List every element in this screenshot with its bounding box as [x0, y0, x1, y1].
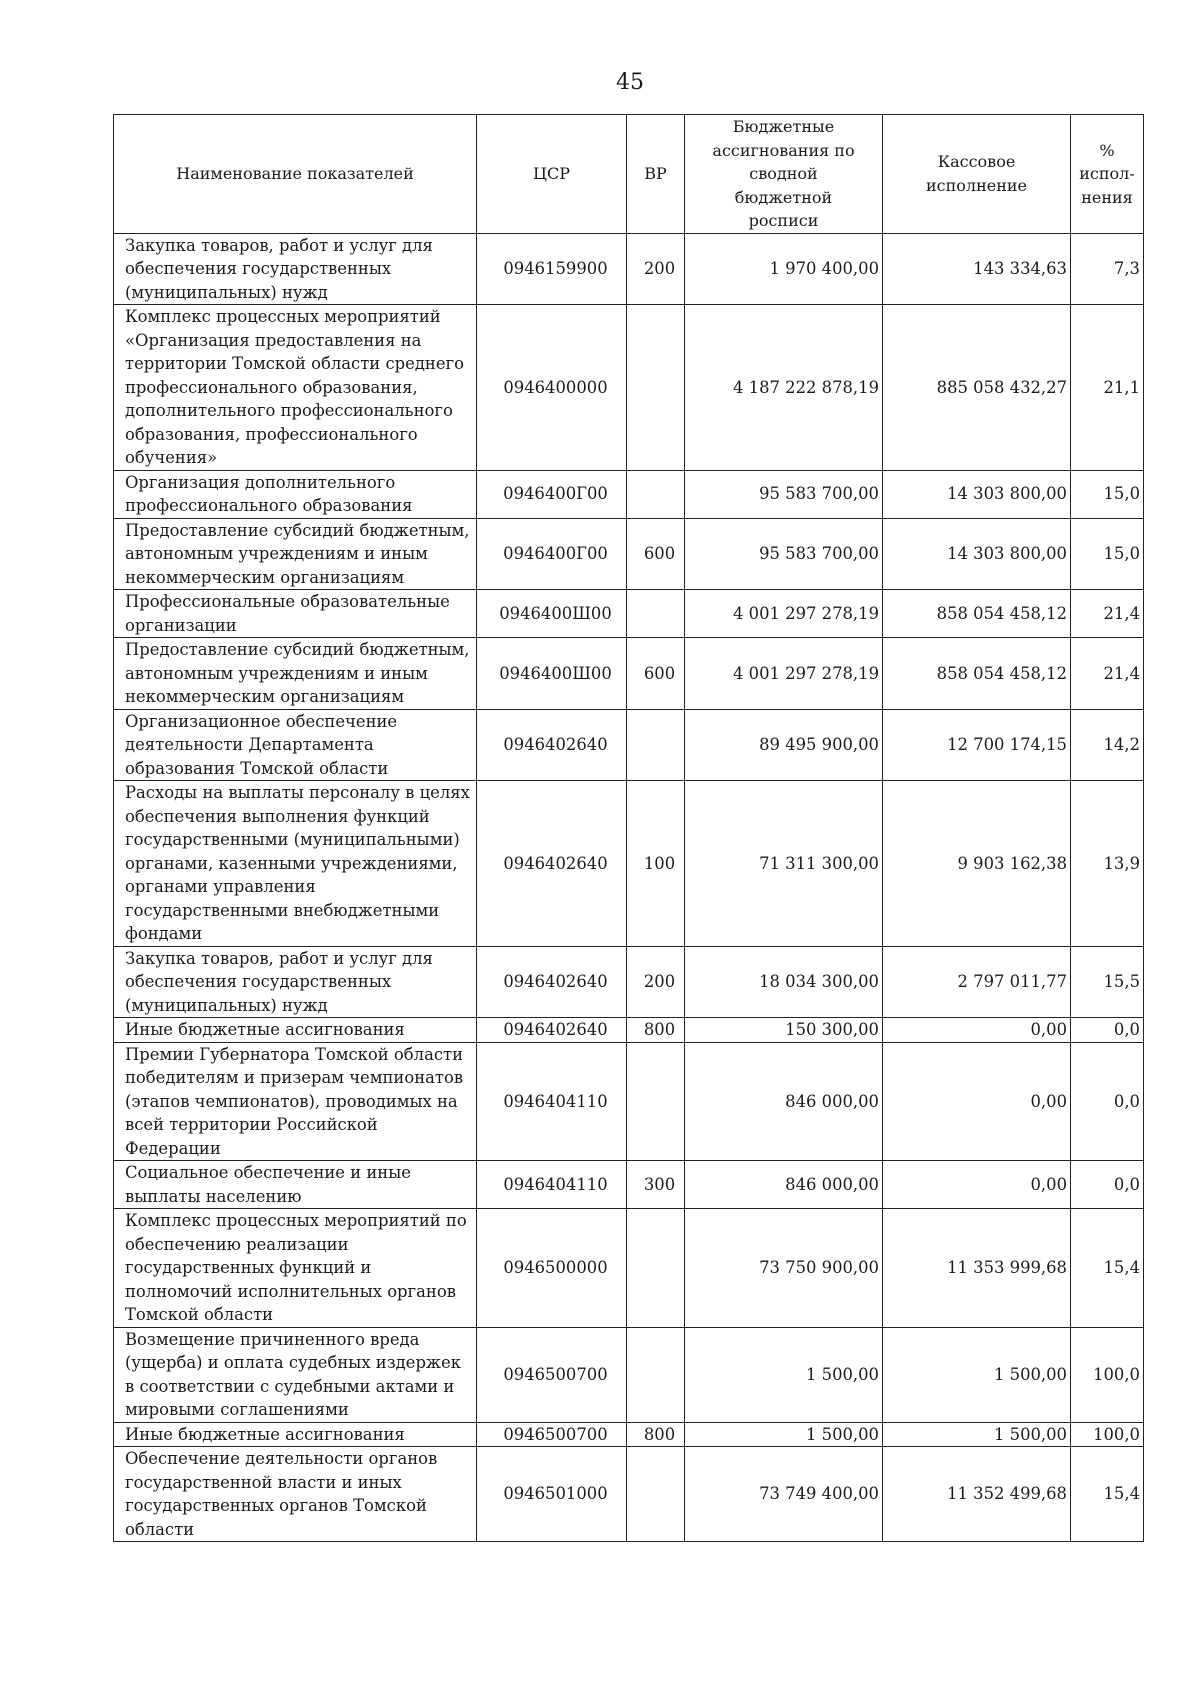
cell-name: Иные бюджетные ассигнования: [114, 1018, 477, 1043]
cell-percent: 15,0: [1071, 470, 1144, 518]
cell-vr: [627, 1209, 685, 1328]
table-row: [114, 518, 1144, 590]
cell-name: Возмещение причиненного вреда (ущерба) и оплата судебных издержек в соответствии с судебными актами и мировыми соглашениями: [114, 1327, 477, 1422]
cell-vr: 200: [627, 946, 685, 1018]
cell-name: Предоставление субсидий бюджетным, автономным учреждениям и иным некоммерческим организациям: [114, 638, 477, 710]
table-row: [114, 1209, 1144, 1328]
cell-name: Предоставление субсидий бюджетным, автономным учреждениям и иным некоммерческим организациям: [114, 518, 477, 590]
cell-name: Организация дополнительного профессионального образования: [114, 470, 477, 518]
cell-percent: 21,4: [1071, 590, 1144, 638]
cell-csr: 0946501000: [477, 1447, 627, 1542]
table-row: [114, 470, 1144, 518]
cell-assignments: 73 749 400,00: [685, 1447, 883, 1542]
cell-assignments: 4 001 297 278,19: [685, 638, 883, 710]
cell-name: Закупка товаров, работ и услуг для обеспечения государственных (муниципальных) нужд: [114, 233, 477, 305]
table-row: [114, 305, 1144, 471]
cell-assignments: 1 500,00: [685, 1327, 883, 1422]
cell-percent: 0,0: [1071, 1042, 1144, 1161]
budget-table: [113, 114, 1144, 1542]
cell-vr: 100: [627, 781, 685, 947]
cell-csr: 0946402640: [477, 709, 627, 781]
cell-vr: [627, 1447, 685, 1542]
header-csr: ЦСР: [477, 115, 627, 234]
cell-vr: 800: [627, 1422, 685, 1447]
cell-vr: [627, 1327, 685, 1422]
cell-vr: [627, 470, 685, 518]
cell-csr: 0946500700: [477, 1327, 627, 1422]
cell-assignments: 18 034 300,00: [685, 946, 883, 1018]
cell-csr: 0946404110: [477, 1161, 627, 1209]
cell-execution: 14 303 800,00: [883, 518, 1071, 590]
cell-execution: 858 054 458,12: [883, 638, 1071, 710]
table-row: [114, 946, 1144, 1018]
cell-percent: 100,0: [1071, 1422, 1144, 1447]
cell-csr: 0946400Ш00: [477, 638, 627, 710]
table-row: [114, 1447, 1144, 1542]
cell-execution: 0,00: [883, 1161, 1071, 1209]
cell-csr: 0946159900: [477, 233, 627, 305]
cell-vr: 200: [627, 233, 685, 305]
cell-csr: 0946404110: [477, 1042, 627, 1161]
cell-percent: 15,4: [1071, 1447, 1144, 1542]
cell-name: Закупка товаров, работ и услуг для обеспечения государственных (муниципальных) нужд: [114, 946, 477, 1018]
cell-vr: [627, 590, 685, 638]
cell-name: Социальное обеспечение и иные выплаты населению: [114, 1161, 477, 1209]
cell-vr: 800: [627, 1018, 685, 1043]
cell-name: Организационное обеспечение деятельности Департамента образования Томской области: [114, 709, 477, 781]
cell-csr: 0946402640: [477, 946, 627, 1018]
cell-csr: 0946402640: [477, 781, 627, 947]
cell-assignments: 95 583 700,00: [685, 470, 883, 518]
table-row: [114, 781, 1144, 947]
header-vr: ВР: [627, 115, 685, 234]
cell-csr: 0946402640: [477, 1018, 627, 1043]
cell-assignments: 73 750 900,00: [685, 1209, 883, 1328]
cell-execution: 0,00: [883, 1018, 1071, 1043]
header-execution: Кассовое исполнение: [883, 115, 1071, 234]
cell-percent: 21,1: [1071, 305, 1144, 471]
cell-execution: 143 334,63: [883, 233, 1071, 305]
cell-execution: 1 500,00: [883, 1327, 1071, 1422]
cell-execution: 11 353 999,68: [883, 1209, 1071, 1328]
table-body: [114, 233, 1144, 1542]
cell-assignments: 4 187 222 878,19: [685, 305, 883, 471]
cell-vr: 600: [627, 518, 685, 590]
cell-csr: 0946400Г00: [477, 518, 627, 590]
cell-percent: 15,0: [1071, 518, 1144, 590]
cell-vr: [627, 709, 685, 781]
cell-execution: 885 058 432,27: [883, 305, 1071, 471]
cell-name: Обеспечение деятельности органов государственной власти и иных государственных органов Томской области: [114, 1447, 477, 1542]
cell-name: Комплекс процессных мероприятий «Организация предоставления на территории Томской области среднего профессионального образования, дополнительного профессионального образования, профессионального обучения»: [114, 305, 477, 471]
cell-assignments: 95 583 700,00: [685, 518, 883, 590]
cell-assignments: 846 000,00: [685, 1161, 883, 1209]
table-row: [114, 1018, 1144, 1043]
table-row: [114, 638, 1144, 710]
header-assignments: Бюджетные ассигнования по сводной бюджетной росписи: [685, 115, 883, 234]
cell-percent: 0,0: [1071, 1161, 1144, 1209]
cell-name: Премии Губернатора Томской области победителям и призерам чемпионатов (этапов чемпионатов), проводимых на всей территории Российской Федерации: [114, 1042, 477, 1161]
cell-vr: [627, 305, 685, 471]
header-name: Наименование показателей: [114, 115, 477, 234]
cell-assignments: 4 001 297 278,19: [685, 590, 883, 638]
cell-execution: 11 352 499,68: [883, 1447, 1071, 1542]
cell-percent: 0,0: [1071, 1018, 1144, 1043]
cell-csr: 0946400Г00: [477, 470, 627, 518]
cell-execution: 858 054 458,12: [883, 590, 1071, 638]
table-row: [114, 233, 1144, 305]
table-row: [114, 1422, 1144, 1447]
cell-execution: 1 500,00: [883, 1422, 1071, 1447]
cell-execution: 9 903 162,38: [883, 781, 1071, 947]
cell-name: Комплекс процессных мероприятий по обеспечению реализации государственных функций и полномочий исполнительных органов Томской области: [114, 1209, 477, 1328]
cell-csr: 0946500700: [477, 1422, 627, 1447]
table-row: [114, 1161, 1144, 1209]
cell-assignments: 1 970 400,00: [685, 233, 883, 305]
table-row: [114, 590, 1144, 638]
cell-csr: 0946400Ш00: [477, 590, 627, 638]
cell-assignments: 71 311 300,00: [685, 781, 883, 947]
cell-csr: 0946500000: [477, 1209, 627, 1328]
cell-percent: 15,5: [1071, 946, 1144, 1018]
cell-percent: 7,3: [1071, 233, 1144, 305]
cell-execution: 0,00: [883, 1042, 1071, 1161]
cell-assignments: 846 000,00: [685, 1042, 883, 1161]
page-number: 45: [616, 70, 644, 95]
cell-csr: 0946400000: [477, 305, 627, 471]
cell-execution: 14 303 800,00: [883, 470, 1071, 518]
cell-vr: 300: [627, 1161, 685, 1209]
table-row: [114, 1327, 1144, 1422]
cell-execution: 12 700 174,15: [883, 709, 1071, 781]
cell-vr: 600: [627, 638, 685, 710]
cell-name: Расходы на выплаты персоналу в целях обеспечения выполнения функций государственными (муниципальными) органами, казенными учреждениями, органами управления государственными внебюджетными фондами: [114, 781, 477, 947]
cell-percent: 15,4: [1071, 1209, 1144, 1328]
cell-assignments: 89 495 900,00: [685, 709, 883, 781]
cell-execution: 2 797 011,77: [883, 946, 1071, 1018]
cell-percent: 100,0: [1071, 1327, 1144, 1422]
header-percent: % испол-нения: [1071, 115, 1144, 234]
cell-vr: [627, 1042, 685, 1161]
cell-assignments: 150 300,00: [685, 1018, 883, 1043]
cell-percent: 13,9: [1071, 781, 1144, 947]
table-header-row: [114, 115, 1144, 234]
cell-percent: 21,4: [1071, 638, 1144, 710]
cell-percent: 14,2: [1071, 709, 1144, 781]
cell-name: Профессиональные образовательные организации: [114, 590, 477, 638]
table-row: [114, 709, 1144, 781]
cell-assignments: 1 500,00: [685, 1422, 883, 1447]
table-row: [114, 1042, 1144, 1161]
cell-name: Иные бюджетные ассигнования: [114, 1422, 477, 1447]
